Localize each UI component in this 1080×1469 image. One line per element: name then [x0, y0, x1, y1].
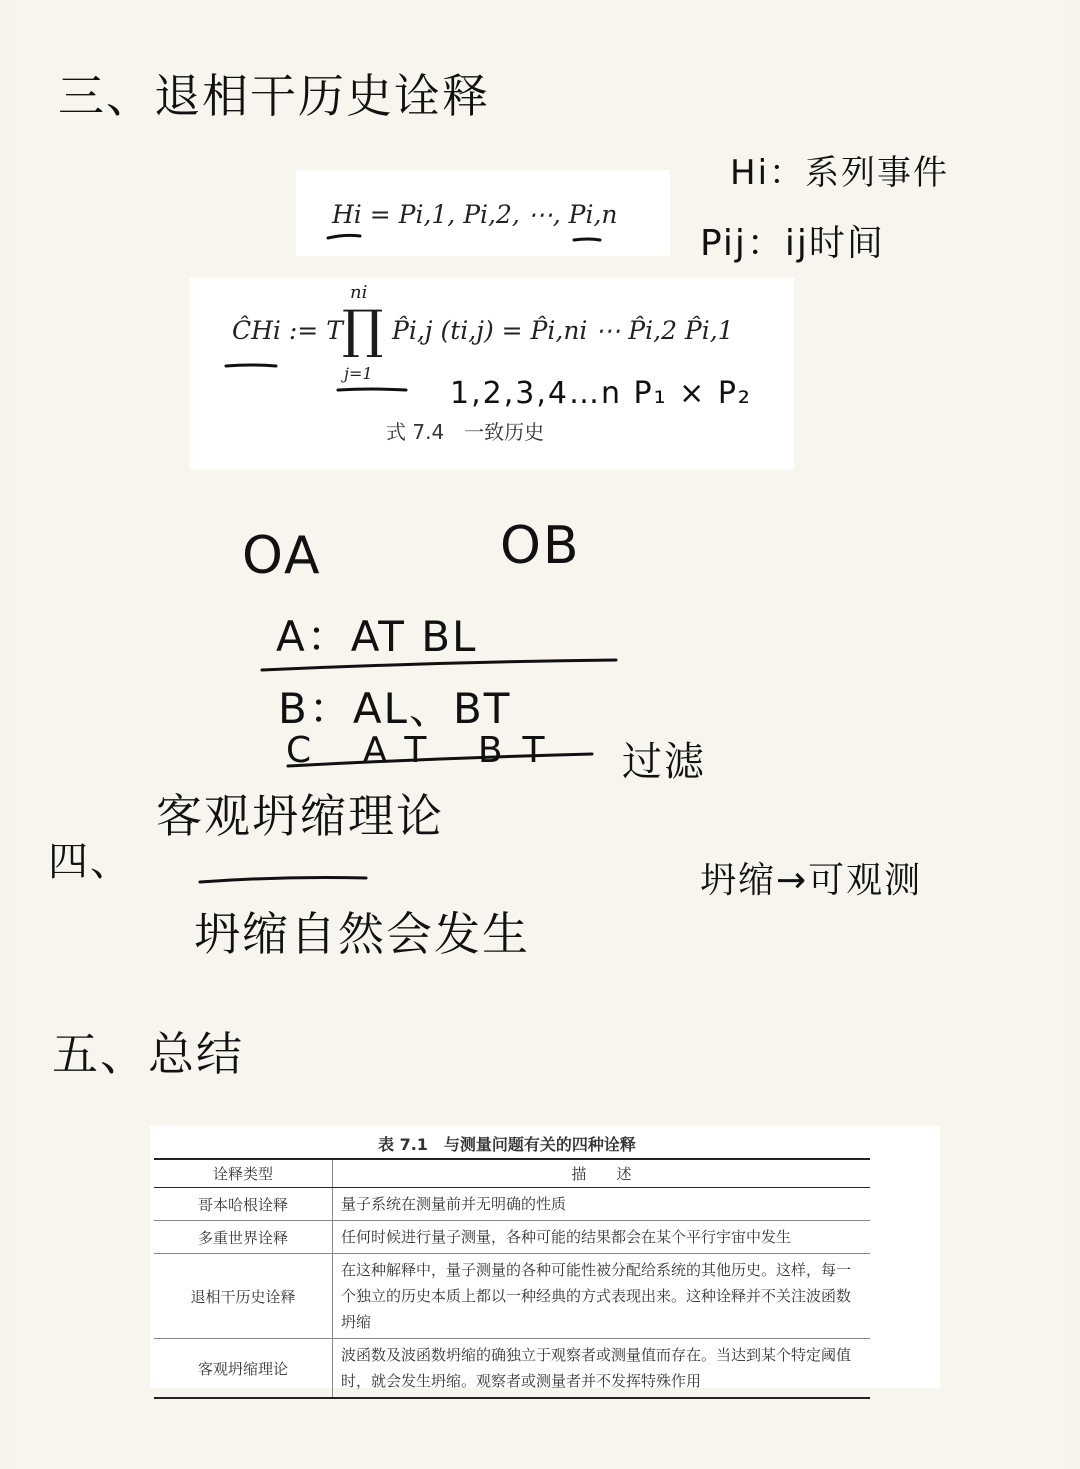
- product-upper-limit: ni: [350, 282, 368, 303]
- underline-hi: [328, 235, 360, 238]
- formula-chi-lhs: ĈHi := T: [232, 316, 343, 345]
- underline-prod: [338, 389, 406, 390]
- formula-hi: Hi = Pi,1, Pi,2, ⋯, Pi,n: [332, 200, 618, 229]
- strike-row-c: [288, 754, 592, 766]
- note-hi-meaning: Hi：系列事件: [730, 153, 950, 193]
- product-symbol: ∏: [342, 300, 384, 360]
- cell-type: 哥本哈根诠释: [154, 1188, 333, 1221]
- formula-caption: 式 7.4 一致历史: [386, 420, 545, 444]
- cell-desc: 任何时候进行量子测量，各种可能的结果都会在某个平行宇宙中发生: [333, 1221, 871, 1254]
- cell-type: 客观坍缩理论: [154, 1339, 333, 1399]
- note-row-a: A：AT BL: [276, 612, 478, 661]
- heading-4-number: 四、: [48, 839, 132, 885]
- divider-ab: [262, 660, 616, 670]
- note-ob: OB: [500, 516, 581, 576]
- heading-decoherent-histories: 三、退相干历史诠释: [58, 69, 490, 123]
- underline-collapse: [200, 878, 366, 883]
- table-caption: 表 7.1 与测量问题有关的四种诠释: [378, 1135, 636, 1154]
- heading-summary: 五、总结: [52, 1027, 244, 1081]
- formula-chi-rhs: P̂i,j (ti,j) = P̂i,ni ⋯ P̂i,2 P̂i,1: [392, 316, 734, 345]
- note-collapse-observable: 坍缩→可观测: [700, 860, 923, 901]
- heading-objective-collapse: 客观坍缩理论: [156, 789, 444, 843]
- cell-desc: 波函数及波函数坍缩的确独立于观察者或测量值而存在。当达到某个特定阈值时，就会发生坍缩。观察者或测量者并不发挥特殊作用: [333, 1339, 871, 1399]
- note-row-c-struck: C AT BT: [286, 730, 565, 771]
- product-lower-limit: j=1: [344, 364, 373, 383]
- note-collapse-natural: 坍缩自然会发生: [194, 907, 530, 961]
- note-oa: OA: [242, 526, 322, 586]
- cell-type: 退相干历史诠释: [154, 1254, 333, 1339]
- cell-desc: 在这种解释中，量子测量的各种可能性被分配给系统的其他历史。这样，每一个独立的历史本质上都以一种经典的方式表现出来。这种诠释并不关注波函数坍缩: [333, 1254, 871, 1339]
- cell-type: 多重世界诠释: [154, 1221, 333, 1254]
- col-header-type: 诠释类型: [154, 1159, 333, 1188]
- underline-pij: [574, 239, 600, 240]
- col-header-desc: 描 述: [333, 1159, 871, 1188]
- note-filter: 过滤: [622, 739, 706, 785]
- note-sequence: 1,2,3,4…n P₁ × P₂: [450, 376, 752, 411]
- cell-desc: 量子系统在测量前并无明确的性质: [333, 1188, 871, 1221]
- underline-chi: [226, 365, 276, 366]
- note-row-b: B：AL、BT: [278, 684, 512, 733]
- note-pij-meaning: Pij：ij时间: [700, 223, 885, 264]
